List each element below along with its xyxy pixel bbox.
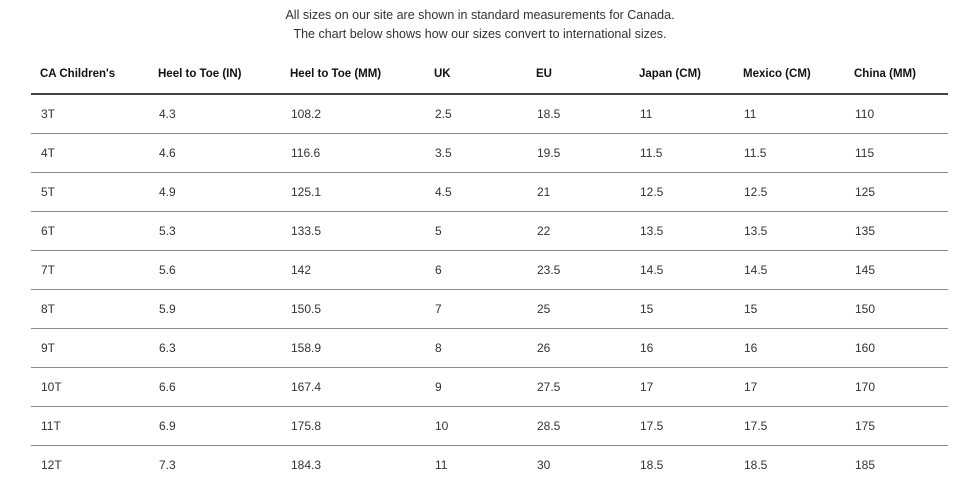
table-cell: 150.5 (281, 290, 425, 329)
table-cell: 6.3 (149, 329, 281, 368)
table-cell: 170 (845, 368, 948, 407)
column-header: Heel to Toe (MM) (281, 55, 425, 94)
table-cell: 4T (31, 134, 149, 173)
column-header: Mexico (CM) (734, 55, 845, 94)
table-cell: 6.6 (149, 368, 281, 407)
column-header: Japan (CM) (630, 55, 734, 94)
table-cell: 9T (31, 329, 149, 368)
table-cell: 167.4 (281, 368, 425, 407)
table-row (31, 94, 948, 134)
table-row (31, 368, 948, 407)
table-cell: 6 (425, 251, 527, 290)
table-cell: 11.5 (734, 134, 845, 173)
table-cell: 11.5 (630, 134, 734, 173)
table-cell: 18.5 (630, 446, 734, 484)
column-header: China (MM) (845, 55, 948, 94)
table-row (31, 251, 948, 290)
table-cell: 4.3 (149, 94, 281, 134)
table-cell: 23.5 (527, 251, 630, 290)
table-cell: 12T (31, 446, 149, 484)
table-cell: 110 (845, 94, 948, 134)
table-cell: 11 (734, 94, 845, 134)
table-row (31, 407, 948, 446)
table-cell: 15 (734, 290, 845, 329)
table-cell: 13.5 (734, 212, 845, 251)
table-cell: 5T (31, 173, 149, 212)
table-cell: 26 (527, 329, 630, 368)
table-cell: 25 (527, 290, 630, 329)
table-cell: 7 (425, 290, 527, 329)
table-cell: 4.6 (149, 134, 281, 173)
table-cell: 19.5 (527, 134, 630, 173)
table-cell: 8T (31, 290, 149, 329)
table-cell: 133.5 (281, 212, 425, 251)
table-row (31, 212, 948, 251)
table-cell: 11T (31, 407, 149, 446)
size-conversion-table (31, 55, 948, 484)
table-cell: 14.5 (630, 251, 734, 290)
table-cell: 16 (734, 329, 845, 368)
table-cell: 12.5 (630, 173, 734, 212)
table-cell: 2.5 (425, 94, 527, 134)
table-cell: 150 (845, 290, 948, 329)
table-cell: 145 (845, 251, 948, 290)
table-cell: 5.6 (149, 251, 281, 290)
table-cell: 11 (425, 446, 527, 484)
column-header: Heel to Toe (IN) (149, 55, 281, 94)
table-cell: 12.5 (734, 173, 845, 212)
table-cell: 142 (281, 251, 425, 290)
table-row (31, 329, 948, 368)
intro-line-2: The chart below shows how our sizes convert to international sizes. (0, 25, 960, 44)
table-cell: 27.5 (527, 368, 630, 407)
table-cell: 135 (845, 212, 948, 251)
table-cell: 17.5 (734, 407, 845, 446)
table-cell: 28.5 (527, 407, 630, 446)
table-cell: 5.3 (149, 212, 281, 251)
table-cell: 17 (734, 368, 845, 407)
table-row (31, 134, 948, 173)
column-header: EU (527, 55, 630, 94)
table-cell: 125.1 (281, 173, 425, 212)
table-cell: 125 (845, 173, 948, 212)
table-cell: 18.5 (734, 446, 845, 484)
column-header: CA Children's (31, 55, 149, 94)
table-cell: 17.5 (630, 407, 734, 446)
table-cell: 22 (527, 212, 630, 251)
table-cell: 14.5 (734, 251, 845, 290)
table-cell: 5 (425, 212, 527, 251)
table-cell: 6.9 (149, 407, 281, 446)
table-cell: 7T (31, 251, 149, 290)
table-row (31, 173, 948, 212)
table-cell: 160 (845, 329, 948, 368)
table-cell: 11 (630, 94, 734, 134)
table-cell: 175 (845, 407, 948, 446)
table-row (31, 290, 948, 329)
table-cell: 5.9 (149, 290, 281, 329)
table-cell: 4.5 (425, 173, 527, 212)
table-cell: 30 (527, 446, 630, 484)
table-cell: 3.5 (425, 134, 527, 173)
table-cell: 116.6 (281, 134, 425, 173)
table-cell: 18.5 (527, 94, 630, 134)
table-cell: 3T (31, 94, 149, 134)
table-cell: 21 (527, 173, 630, 212)
table-cell: 10 (425, 407, 527, 446)
table-cell: 115 (845, 134, 948, 173)
size-chart-intro (0, 6, 960, 43)
table-cell: 16 (630, 329, 734, 368)
table-cell: 184.3 (281, 446, 425, 484)
table-cell: 175.8 (281, 407, 425, 446)
intro-line-1: All sizes on our site are shown in standard measurements for Canada. (0, 6, 960, 25)
table-cell: 10T (31, 368, 149, 407)
table-cell: 108.2 (281, 94, 425, 134)
table-row (31, 446, 948, 484)
table-cell: 13.5 (630, 212, 734, 251)
table-cell: 6T (31, 212, 149, 251)
table-header-row (31, 55, 948, 94)
table-cell: 8 (425, 329, 527, 368)
column-header: UK (425, 55, 527, 94)
table-cell: 4.9 (149, 173, 281, 212)
table-cell: 7.3 (149, 446, 281, 484)
table-cell: 17 (630, 368, 734, 407)
table-cell: 158.9 (281, 329, 425, 368)
table-cell: 9 (425, 368, 527, 407)
table-cell: 15 (630, 290, 734, 329)
table-cell: 185 (845, 446, 948, 484)
